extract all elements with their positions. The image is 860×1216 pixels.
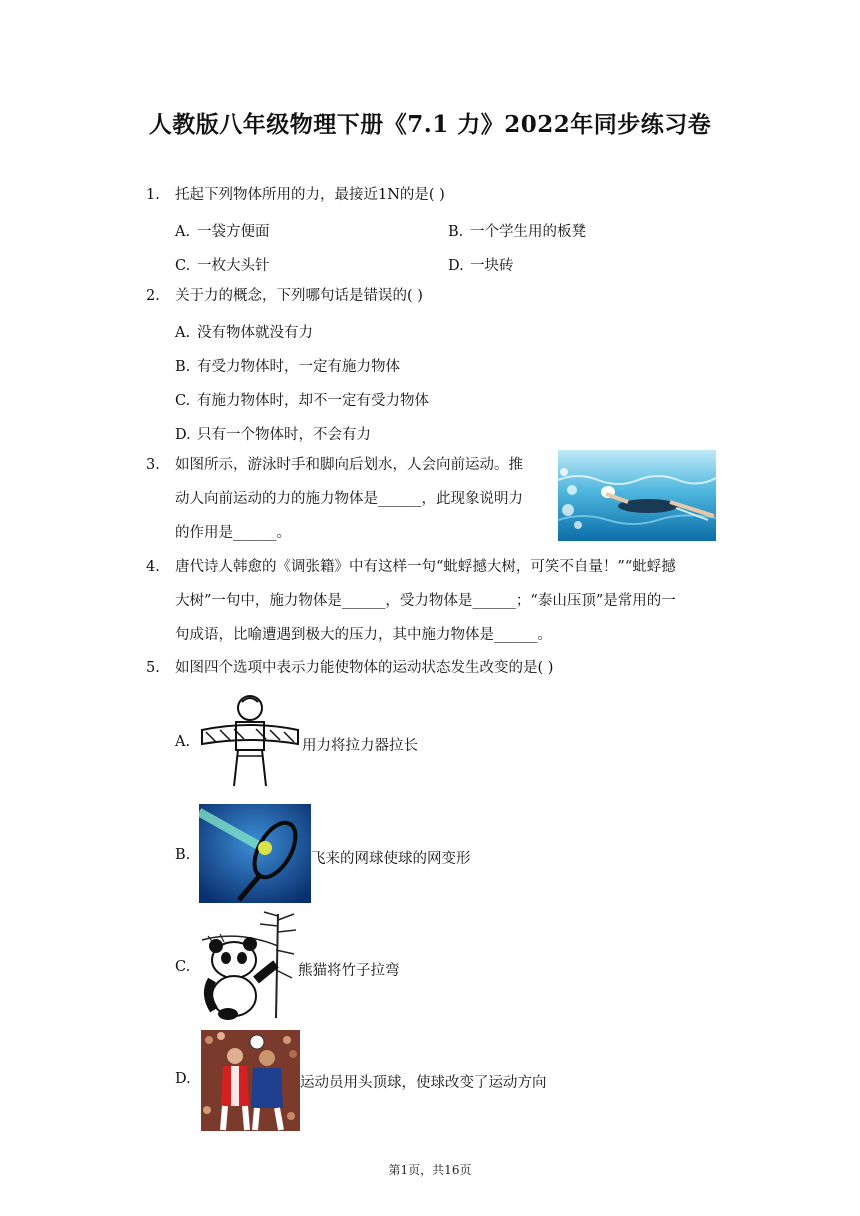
option-text: 一块砖: [470, 258, 514, 274]
option-text: 有受力物体时，一定有施力物体: [197, 359, 400, 375]
question-stem: 托起下列物体所用的力，最接近1N的是( ): [175, 187, 445, 203]
option-letter: D.: [175, 1071, 191, 1087]
option-d[interactable]: [175, 423, 371, 444]
option-text: 用力将拉力器拉长: [302, 738, 418, 754]
option-d[interactable]: [448, 254, 514, 275]
expander-image: [198, 690, 302, 790]
option-letter: C.: [175, 258, 191, 274]
option-letter: C.: [175, 959, 191, 975]
question-number: 1.: [146, 187, 160, 203]
option-text: 熊猫将竹子拉弯: [298, 963, 400, 979]
option-letter: B.: [175, 359, 191, 375]
option-text: 一枚大头针: [197, 258, 270, 274]
option-c[interactable]: [175, 254, 270, 275]
option-text: 一袋方便面: [197, 224, 270, 240]
question-line: 唐代诗人韩愈的《调张籍》中有这样一句“蚍蜉撼大树，可笑不自量！”“蚍蜉撼: [175, 559, 676, 575]
option-letter: A.: [175, 325, 191, 341]
option-letter: C.: [175, 393, 191, 409]
option-c[interactable]: [175, 389, 429, 410]
question-number: 4.: [146, 559, 160, 575]
question-line: 动人向前运动的力的施力物体是______，此现象说明力: [175, 491, 523, 507]
option-letter: D.: [175, 427, 191, 443]
question-stem: 如图四个选项中表示力能使物体的运动状态发生改变的是( ): [175, 660, 554, 676]
option-letter: D.: [448, 258, 464, 274]
football-image: [201, 1030, 300, 1131]
option-b[interactable]: [448, 220, 586, 241]
panda-image: [198, 910, 298, 1022]
option-d[interactable]: [175, 1071, 191, 1087]
option-a[interactable]: [175, 220, 270, 241]
option-letter: A.: [175, 224, 191, 240]
option-text: 有施力物体时，却不一定有受力物体: [197, 393, 429, 409]
option-letter: B.: [175, 847, 191, 863]
question-number: 2.: [146, 288, 160, 304]
swimmer-image: [558, 450, 716, 541]
option-text: 运动员用头顶球，使球改变了运动方向: [300, 1075, 547, 1091]
option-b[interactable]: [175, 847, 190, 863]
option-b[interactable]: [175, 355, 400, 376]
option-a[interactable]: [175, 734, 190, 750]
question-line: 句成语，比喻遭遇到极大的压力，其中施力物体是______。: [175, 627, 552, 643]
option-text: 一个学生用的板凳: [470, 224, 586, 240]
page-title: 人教版八年级物理下册《7.1 力》2022年同步练习卷: [148, 111, 712, 138]
option-letter: A.: [175, 734, 191, 750]
question-number: 5.: [146, 660, 160, 676]
option-text: 飞来的网球使球的网变形: [311, 851, 471, 867]
option-c[interactable]: [175, 959, 190, 975]
question-line: 如图所示，游泳时手和脚向后划水，人会向前运动。推: [175, 457, 523, 473]
option-text: 只有一个物体时，不会有力: [197, 427, 371, 443]
option-letter: B.: [448, 224, 464, 240]
question-number: 3.: [146, 457, 160, 473]
option-text: 没有物体就没有力: [197, 325, 313, 341]
page-footer: 第1页，共16页: [388, 1163, 472, 1177]
tennis-image: [199, 804, 311, 903]
question-line: 的作用是______。: [175, 525, 291, 541]
option-a[interactable]: [175, 321, 313, 342]
question-stem: 关于力的概念，下列哪句话是错误的( ): [175, 288, 423, 304]
question-line: 大树”一句中，施力物体是______，受力物体是______；“泰山压顶”是常用的一: [175, 593, 676, 609]
